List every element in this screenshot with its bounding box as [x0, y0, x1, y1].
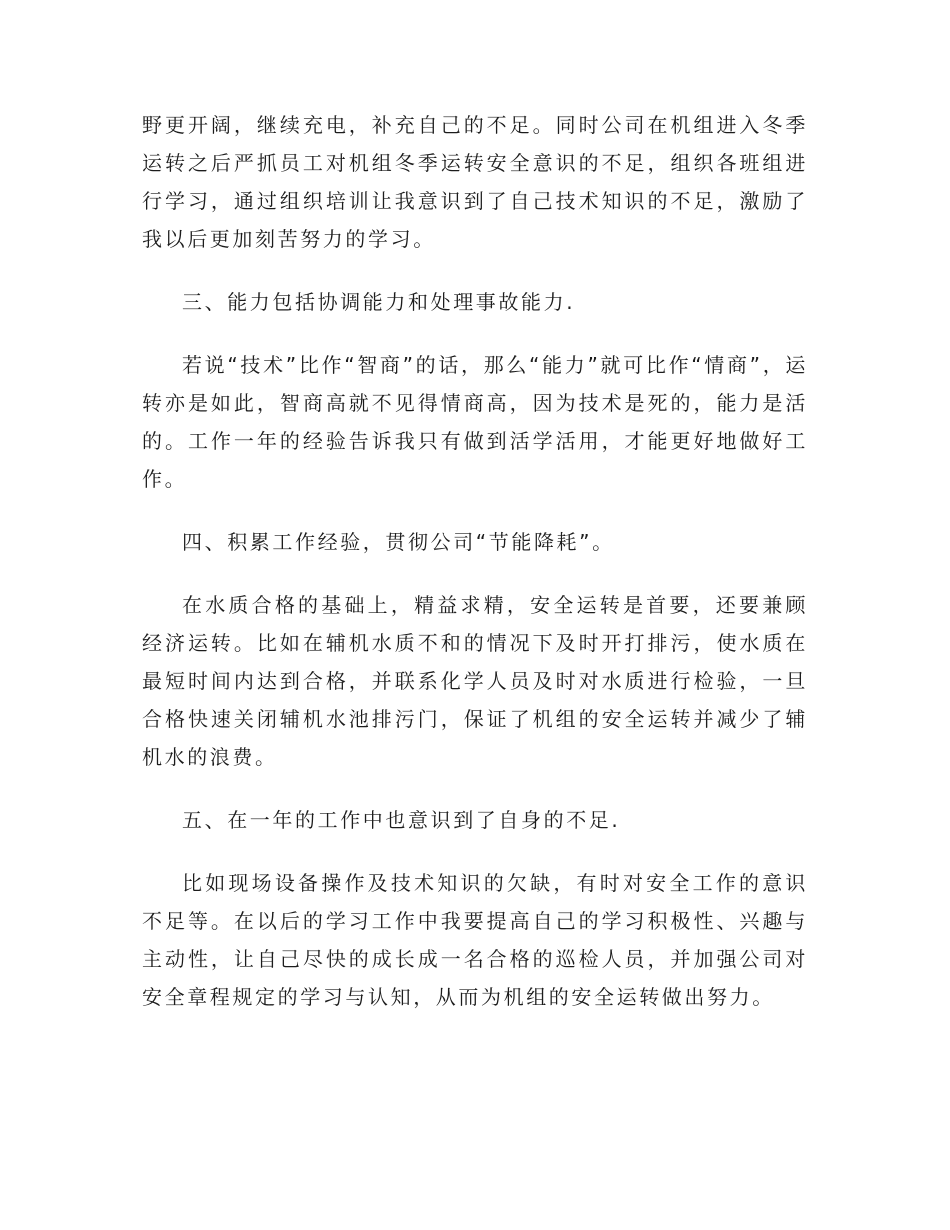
- section-heading-5: 五、在一年的工作中也意识到了自身的不足.: [182, 808, 621, 832]
- paragraph: 比如现场设备操作及技术知识的欠缺，有时对安全工作的意识不足等。在以后的学习工作中我要提高自己的学习积极性、兴趣与主动性，让自己尽快的成长成一名合格的巡检人员，并加强公司对安全章程规定的学习与认知，从而为机组的安全运转做出努力。: [142, 871, 808, 1009]
- section-heading-3: 三、能力包括协调能力和处理事故能力.: [182, 290, 576, 314]
- section-heading-4: 四、积累工作经验，贯彻公司“节能降耗”。: [182, 530, 615, 554]
- paragraph: 在水质合格的基础上，精益求精，安全运转是首要，还要兼顾经济运转。比如在辅机水质不和的情况下及时开打排污，使水质在最短时间内达到合格，并联系化学人员及时对水质进行检验，一旦合格快速关闭辅机水池排污门，保证了机组的安全运转并减少了辅机水的浪费。: [142, 593, 808, 769]
- document-body: [142, 106, 808, 1041]
- paragraph: 若说“技术”比作“智商”的话，那么“能力”就可比作“情商”，运转亦是如此，智商高就不见得情商高，因为技术是死的，能力是活的。工作一年的经验告诉我只有做到活学活用，才能更好地做好工作。: [142, 353, 808, 491]
- paragraph-continuation: 野更开阔，继续充电，补充自己的不足。同时公司在机组进入冬季运转之后严抓员工对机组冬季运转安全意识的不足，组织各班组进行学习，通过组织培训让我意识到了自己技术知识的不足，激励了我以后更加刻苦努力的学习。: [142, 113, 808, 251]
